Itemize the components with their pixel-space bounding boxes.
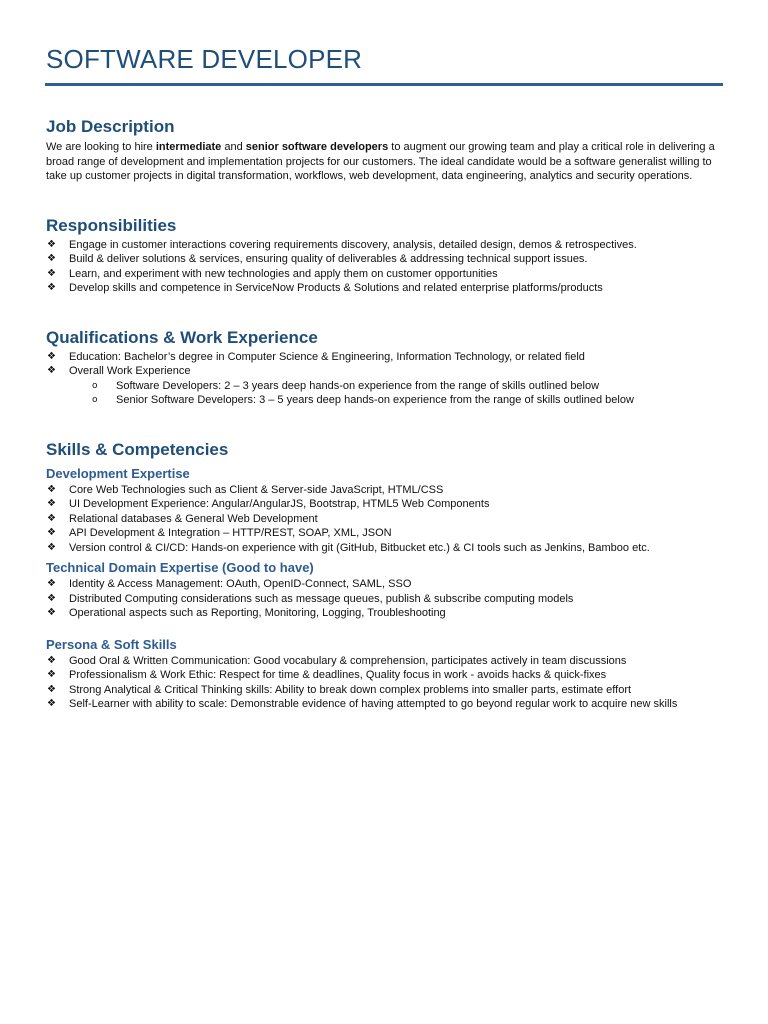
page-title: SOFTWARE DEVELOPER [46,44,363,74]
diamond-bullet-icon: ❖ [47,607,56,618]
document-body [46,116,726,712]
job-description-section [46,116,726,184]
list-item-text: Strong Analytical & Critical Thinking skills: Ability to break down complex problems into smaller parts, estimate effort [69,683,632,696]
list-item [46,281,726,296]
job-description-text [46,140,726,184]
diamond-bullet-icon: ❖ [47,512,56,524]
persona-soft-skills-heading: Persona & Soft Skills [46,636,177,652]
diamond-bullet-icon: ❖ [47,592,56,604]
list-item [46,592,726,607]
list-item-text: Learn, and experiment with new technologies and apply them on customer opportunities [69,267,498,280]
list-item-text: Professionalism & Work Ethic: Respect for time & deadlines, Quality focus in work - avoids hacks & quick-fixes [69,669,607,681]
list-item [46,497,726,512]
diamond-bullet-icon: ❖ [47,683,56,695]
diamond-bullet-icon: ❖ [47,498,56,509]
diamond-bullet-icon: ❖ [47,350,56,362]
list-item-text: Identity & Access Management: OAuth, OpenID-Connect, SAML, SSO [69,578,412,590]
diamond-bullet-icon: ❖ [47,698,56,709]
diamond-bullet-icon: ❖ [47,238,56,250]
diamond-bullet-icon: ❖ [47,282,56,293]
qualifications-heading: Qualifications & Work Experience [46,327,318,347]
list-item [46,238,726,253]
diamond-bullet-icon: ❖ [47,654,56,666]
diamond-bullet-icon: ❖ [47,541,56,553]
list-item-text: API Development & Integration – HTTP/REST, SOAP, XML, JSON [69,527,392,539]
diamond-bullet-icon: ❖ [47,483,56,495]
qualifications-list [46,350,726,408]
responsibilities-heading: Responsibilities [46,215,177,235]
list-item [46,683,726,698]
development-expertise-heading: Development Expertise [46,465,190,481]
list-item [46,483,726,498]
sub-list-item: o Senior Software Developers: 3 – 5 years deep hands-on experience from the range of skills outlined below [92,394,634,406]
list-item-text: Self-Learner with ability to scale: Demonstrable evidence of having attempted to go beyond regular work to acquire new skills [69,698,678,710]
development-expertise-list [46,483,726,556]
job-description-bold-intermediate: intermediate [155,141,222,153]
list-item: ❖ Overall Work Experience [47,365,191,377]
circle-bullet-icon: o [92,395,98,405]
diamond-bullet-icon: ❖ [47,669,56,680]
diamond-bullet-icon: ❖ [47,527,56,538]
qualifications-section [46,327,726,408]
responsibilities-section [46,215,726,296]
list-item-text: UI Development Experience: Angular/AngularJS, Bootstrap, HTML5 Web Components [69,498,490,510]
job-description-heading: Job Description [46,117,175,136]
list-item-text: Core Web Technologies such as Client & Server-side JavaScript, HTML/CSS [69,483,444,496]
job-description-text-part: We are looking to hire [46,141,156,153]
diamond-bullet-icon: ❖ [47,365,56,376]
diamond-bullet-icon: ❖ [47,267,56,279]
job-description-bold-senior: senior software developers [245,141,389,153]
list-item [46,252,726,267]
sub-list-item: o Software Developers: 2 – 3 years deep hands-on experience from the range of skills outlined below [92,379,600,392]
list-item-text: Develop skills and competence in ServiceNow Products & Solutions and related enterprise platforms/products [69,282,603,294]
list-item [46,668,726,683]
list-item [46,512,726,527]
list-item [46,654,726,669]
technical-domain-heading: Technical Domain Expertise (Good to have) [46,560,314,575]
list-item [46,577,726,592]
list-item [46,697,726,712]
list-item-text: Good Oral & Written Communication: Good vocabulary & comprehension, participates actively in team discussions [69,654,627,667]
list-item-text: Build & deliver solutions & services, ensuring quality of deliverables & addressing technical support issues. [69,253,588,265]
list-item-text: Engage in customer interactions covering requirements discovery, analysis, detailed design, demos & retrospectives. [69,238,637,251]
list-item-text: Version control & CI/CD: Hands-on experience with git (GitHub, Bitbucket etc.) & CI tools such as Jenkins, Bamboo etc. [69,541,650,554]
technical-domain-list [46,577,726,621]
list-item-text: Distributed Computing considerations such as message queues, publish & subscribe computing models [69,592,574,605]
job-description-text-part: to augment our growing team and play a critical role in delivering a broad range of development and implementation projects for our customers. The ideal candidate would be a software generalist willing to take up customer projects in digital transformation, workflows, web development, data engineering, analytics and security operations. [46,141,715,182]
list-item [46,606,726,621]
list-item-text: Relational databases & General Web Development [69,512,318,525]
title-divider [45,83,723,86]
list-item [46,267,726,282]
job-description-text-part: and [221,141,246,153]
list-item [46,541,726,556]
list-item-text: Operational aspects such as Reporting, Monitoring, Logging, Troubleshooting [69,607,446,619]
skills-heading: Skills & Competencies [46,439,229,459]
persona-soft-skills-list [46,654,726,712]
diamond-bullet-icon: ❖ [47,253,56,264]
list-item [46,526,726,541]
diamond-bullet-icon: ❖ [47,578,56,589]
list-item: ❖ Education: Bachelor’s degree in Computer Science & Engineering, Information Technology, or related field [47,350,585,363]
skills-section [46,439,726,712]
responsibilities-list [46,238,726,296]
circle-bullet-icon: o [92,380,98,391]
